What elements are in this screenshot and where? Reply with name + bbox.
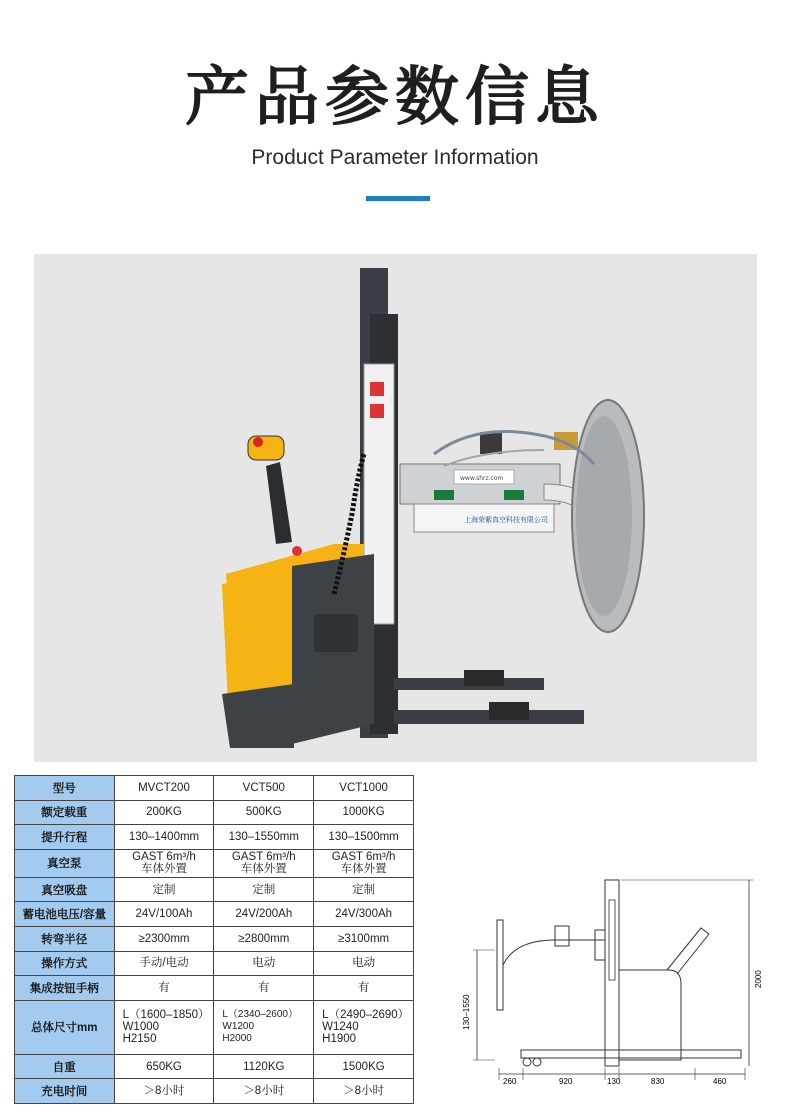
- product-photo: [34, 254, 757, 762]
- row-label: 自重: [15, 1054, 115, 1079]
- technical-drawing: [455, 870, 775, 1090]
- row-label: 提升行程: [15, 825, 115, 850]
- company-decal: 上海荣紫真空科技有限公司: [464, 516, 548, 524]
- cell-line: H1900: [322, 1033, 357, 1046]
- table-row: [15, 825, 414, 850]
- table-cell: ＞8小时: [114, 1079, 214, 1104]
- cell-line: GAST 6m³/h: [331, 851, 396, 864]
- table-cell: ＞8小时: [314, 1079, 414, 1104]
- table-cell: [214, 1000, 314, 1054]
- dim-lift-range: 130–1550: [462, 994, 471, 1030]
- table-cell: 200KG: [114, 800, 214, 825]
- table-cell: 130–1550mm: [214, 825, 314, 850]
- table-cell: 1500KG: [314, 1054, 414, 1079]
- cell-vct500: VCT500: [214, 776, 314, 801]
- table-row: [15, 877, 414, 902]
- row-label: 蓄电池电压/容量: [15, 902, 115, 927]
- table-cell: 24V/300Ah: [314, 902, 414, 927]
- table-cell: 定制: [114, 877, 214, 902]
- vacuum-lifter-illustration: [34, 254, 757, 762]
- table-cell: 1000KG: [314, 800, 414, 825]
- row-label: 额定载重: [15, 800, 115, 825]
- table-row: [15, 951, 414, 976]
- table-cell: 有: [114, 976, 214, 1001]
- dimension-drawing: [455, 870, 775, 1090]
- cell-line: H2150: [122, 1033, 157, 1046]
- table-cell: 1120KG: [214, 1054, 314, 1079]
- row-label: 型号: [15, 776, 115, 801]
- row-label: 操作方式: [15, 951, 115, 976]
- table-cell: [314, 849, 414, 877]
- table-cell: ＞8小时: [214, 1079, 314, 1104]
- cell-mvct200: MVCT200: [114, 776, 214, 801]
- cell-line: 车体外置: [340, 863, 387, 876]
- table-row: [15, 1000, 414, 1054]
- dim-460: 460: [713, 1077, 727, 1086]
- cell-line: L（2490–2690）: [322, 1009, 410, 1022]
- row-label: 转弯半径: [15, 926, 115, 951]
- row-label: 真空吸盘: [15, 877, 115, 902]
- table-row: [15, 926, 414, 951]
- table-cell: ≥3100mm: [314, 926, 414, 951]
- table-cell: [114, 849, 214, 877]
- table-cell: 24V/100Ah: [114, 902, 214, 927]
- warning-decal-1: [370, 382, 384, 396]
- cell-line: H2000: [222, 1033, 252, 1045]
- cell-line: W1000: [122, 1021, 160, 1034]
- table-cell: [214, 849, 314, 877]
- row-label: 集成按钮手柄: [15, 976, 115, 1001]
- cell-line: 车体外置: [240, 863, 287, 876]
- table-cell: ≥2300mm: [114, 926, 214, 951]
- page-subtitle: Product Parameter Information: [251, 146, 539, 169]
- dim-830: 830: [651, 1077, 665, 1086]
- table-cell: 有: [214, 976, 314, 1001]
- table-row: [15, 776, 414, 801]
- table-cell: ≥2800mm: [214, 926, 314, 951]
- table-cell: [114, 1000, 214, 1054]
- page-header: [0, 0, 790, 210]
- page-title: 产品参数信息: [185, 61, 605, 135]
- cell-line: 车体外置: [140, 863, 187, 876]
- table-cell: 定制: [214, 877, 314, 902]
- table-cell: 定制: [314, 877, 414, 902]
- table-cell: 130–1400mm: [114, 825, 214, 850]
- cell-line: GAST 6m³/h: [231, 851, 296, 864]
- table-row: [15, 1054, 414, 1079]
- table-row: [15, 976, 414, 1001]
- dim-260: 260: [503, 1077, 517, 1086]
- table-row: [15, 849, 414, 877]
- row-label: 充电时间: [15, 1079, 115, 1104]
- cell-line: L（1600–1850）: [122, 1009, 210, 1022]
- table-cell: 500KG: [214, 800, 314, 825]
- table-row: [15, 1079, 414, 1104]
- table-cell: 有: [314, 976, 414, 1001]
- cell-line: W1240: [322, 1021, 359, 1034]
- warning-decal-2: [370, 404, 384, 418]
- dim-920: 920: [559, 1077, 573, 1086]
- row-label: 总体尺寸mm: [15, 1000, 115, 1054]
- table-cell: 电动: [314, 951, 414, 976]
- product-label: www.shrz.com: [460, 475, 504, 482]
- table-cell: 电动: [214, 951, 314, 976]
- cell-line: W1200: [222, 1021, 255, 1033]
- table-cell: 650KG: [114, 1054, 214, 1079]
- dim-130: 130: [607, 1077, 621, 1086]
- table-cell: 130–1500mm: [314, 825, 414, 850]
- dim-total-height: 2000: [754, 970, 763, 988]
- title-underline: [366, 196, 430, 201]
- table-cell: 手动/电动: [114, 951, 214, 976]
- table-row: [15, 800, 414, 825]
- row-label: 真空泵: [15, 849, 115, 877]
- table-cell: [314, 1000, 414, 1054]
- cell-line: L（2340–2600）: [222, 1009, 298, 1021]
- spec-table: [14, 775, 414, 1104]
- table-cell: 24V/200Ah: [214, 902, 314, 927]
- cell-vct1000: VCT1000: [314, 776, 414, 801]
- table-row: [15, 902, 414, 927]
- cell-line: GAST 6m³/h: [132, 851, 196, 864]
